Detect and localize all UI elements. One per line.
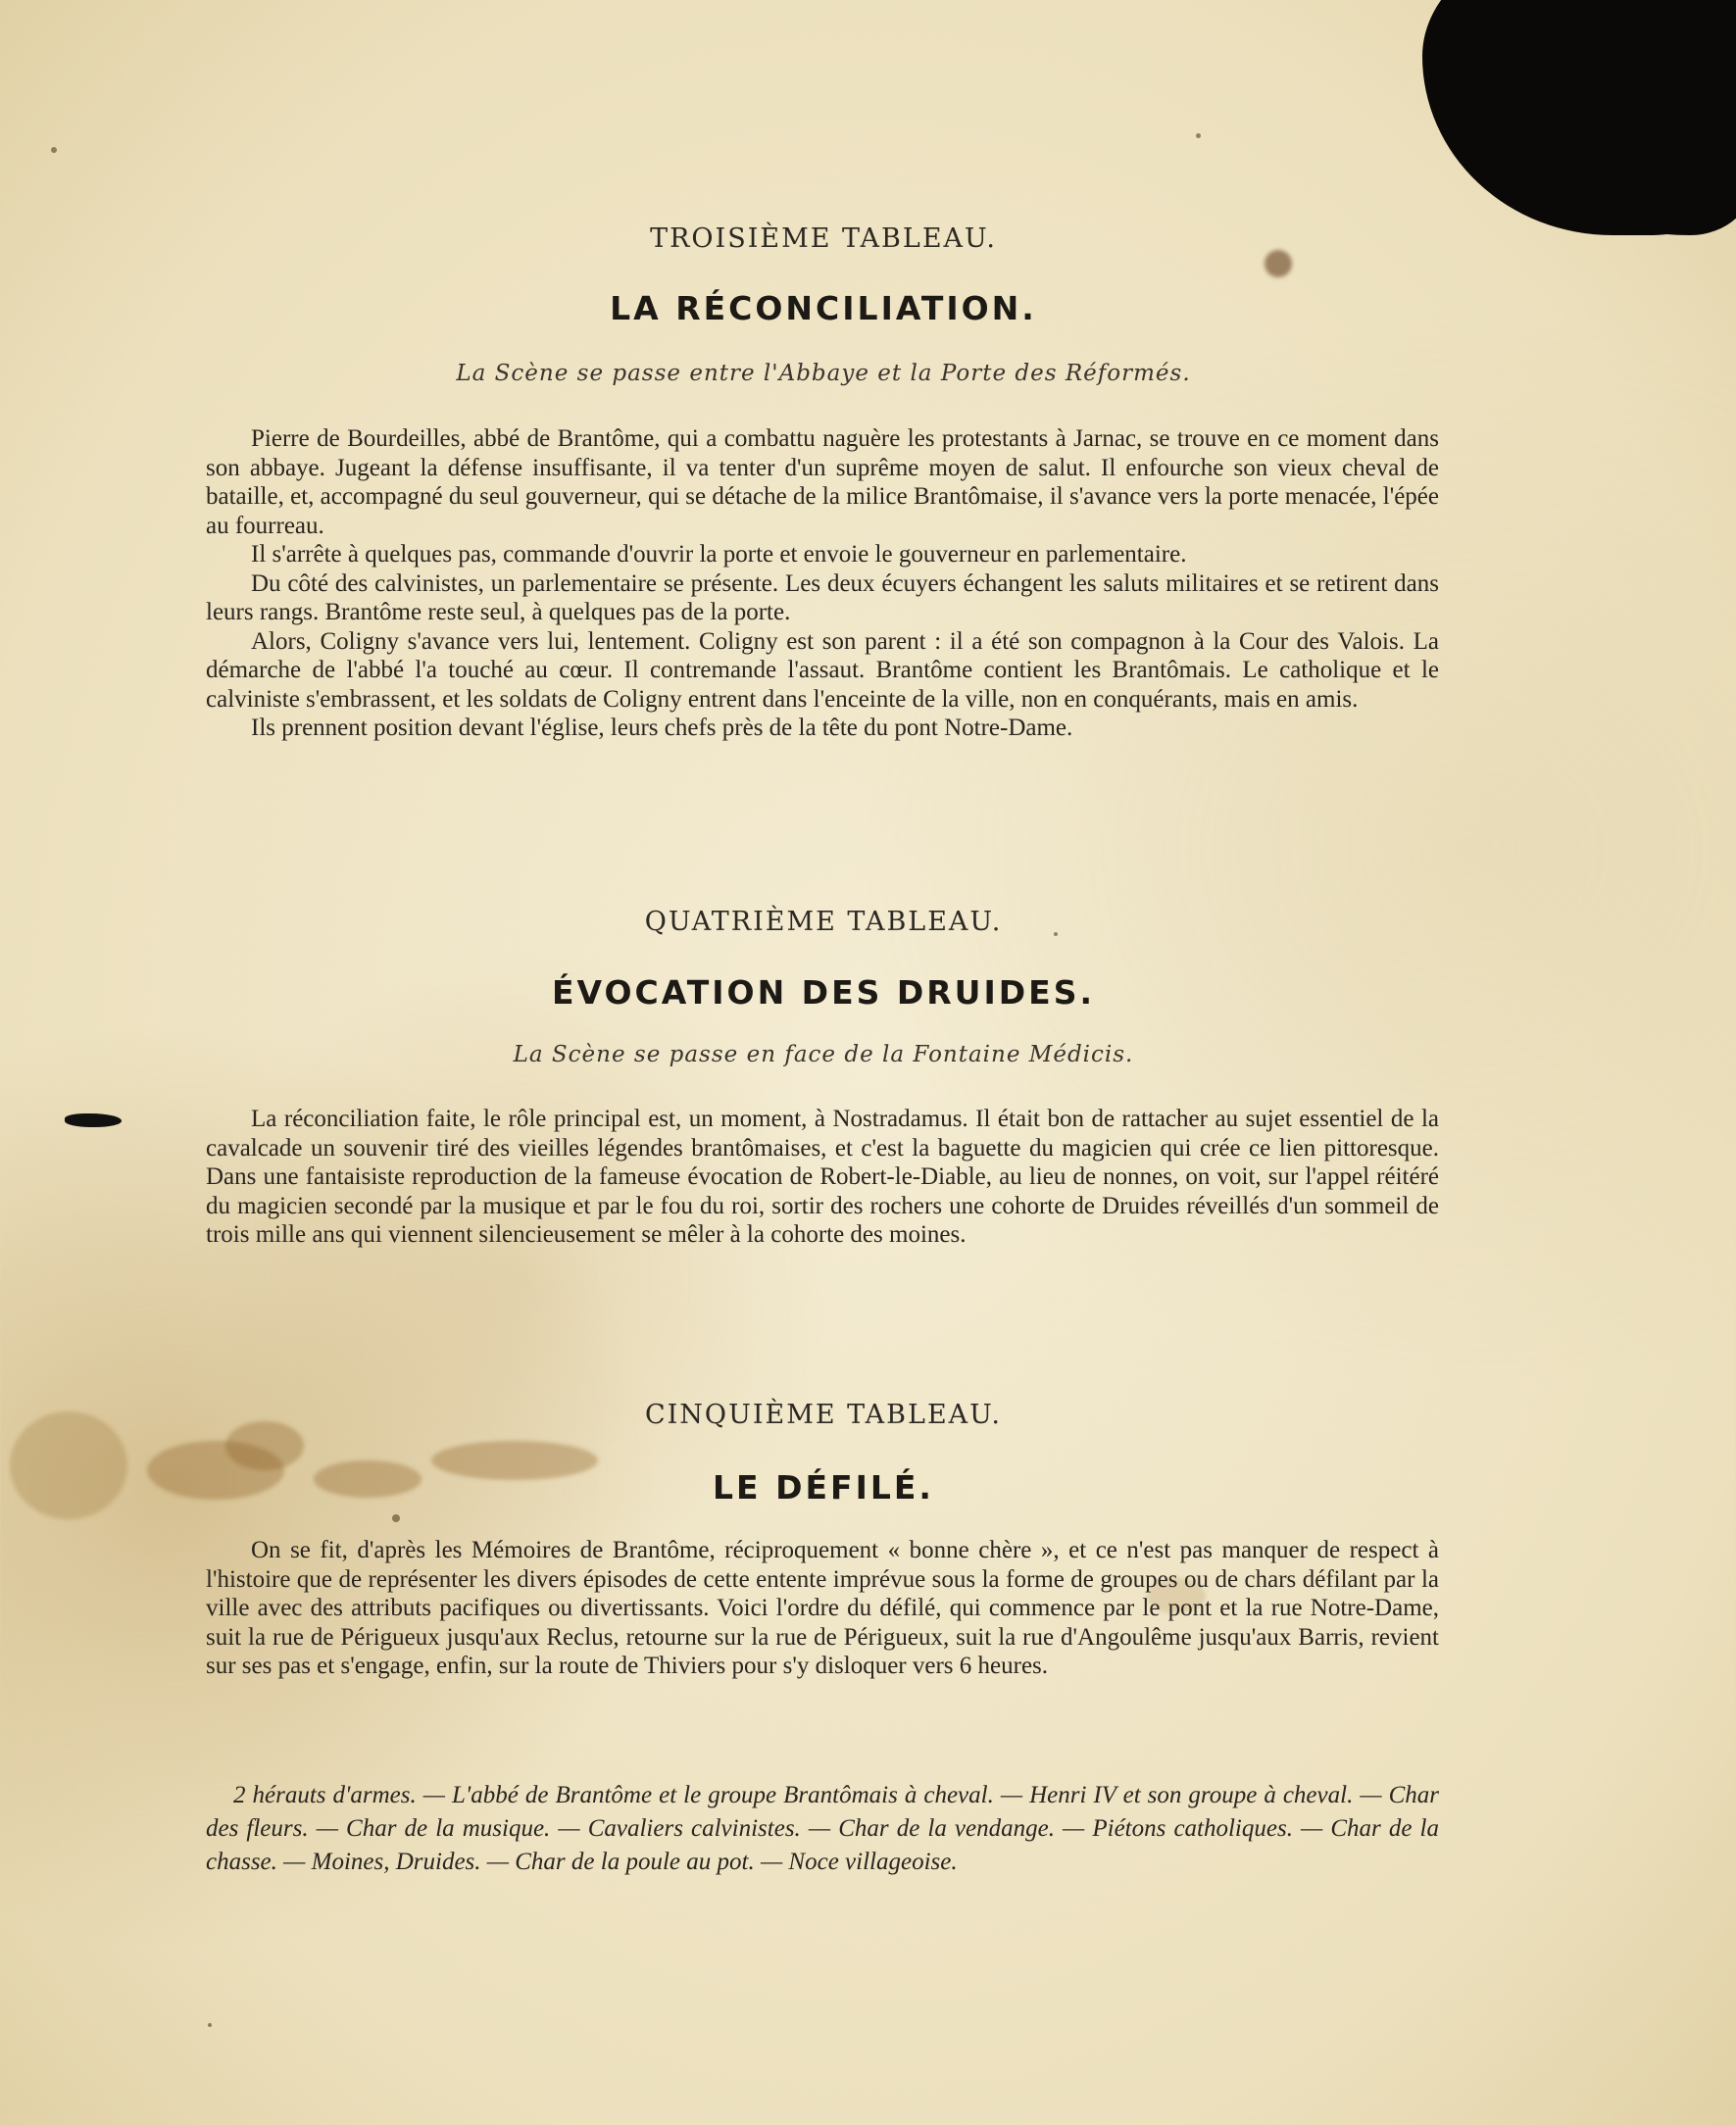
speck [392,1514,400,1522]
scene-caption: La Scène se passe entre l'Abbaye et la Porte des Réformés. [456,361,1191,386]
paragraph: Ils prennent position devant l'église, leurs chefs près de la tête du pont Notre-Dame. [251,715,1073,741]
section-label: QUATRIÈME TABLEAU. [644,907,1003,937]
section-title: ÉVOCATION DES DRUIDES. [551,973,1095,1012]
section-label: TROISIÈME TABLEAU. [650,223,997,254]
section-body [206,1536,1439,1681]
paragraph: Du côté des calvinistes, un parlementaire se présente. Les deux écuyers échangent les saluts militaires et se retirent dans leurs rangs. Brantôme reste seul, à quelques pas de la porte. [206,569,1439,625]
speck [1196,133,1201,138]
speck [51,147,57,153]
paragraph: La réconciliation faite, le rôle principal est, un moment, à Nostradamus. Il était bon de rattacher au sujet essentiel de la cavalcade un souvenir tiré des vieilles légendes brantômaises, et c'est la baguette du magicien qui crée ce lien pittoresque. Dans une fantaisiste reproduction de la fameuse évocation de Robert-le-Diable, au lieu de nonnes, on voit, sur l'appel réitéré du magicien secondé par la musique et par le fou du roi, sortir des rochers une cohorte de Druides réveillés d'un sommeil de trois mille ans qui viennent silencieusement se mêler à la cohorte des moines. [206,1106,1439,1248]
section-title: LE DÉFILÉ. [713,1468,934,1507]
paragraph: Alors, Coligny s'avance vers lui, lentement. Coligny est son parent : il a été son compagnon à la Cour des Valois. La démarche de l'abbé l'a touché au cœur. Il contremande l'assaut. Brantôme contient les Brantômais. Le catholique et le calviniste s'embrassent, et les soldats de Coligny entrent dans l'enceinte de la ville, non en conquérants, mais en amis. [206,627,1439,713]
paragraph: Pierre de Bourdeilles, abbé de Brantôme, qui a combattu naguère les protestants à Jarnac, se trouve en ce moment dans son abbaye. Jugeant la défense insuffisante, il va tenter d'un suprême moyen de salut. Il enfourche son vieux cheval de bataille, et, accompagné du seul gouverneur, qui se détache de la milice Brantômaise, il s'avance vers la porte menacée, l'épée au fourreau. [206,425,1439,539]
speck [208,2023,212,2027]
ink-blot [65,1113,122,1127]
section-body [206,1105,1439,1250]
procession-list: 2 hérauts d'armes. — L'abbé de Brantôme et le groupe Brantômais à cheval. — Henri IV et son groupe à cheval. — Char des fleurs. — Char de la musique. — Cavaliers calvinistes. — Char de la vendange. — Piétons catholiques. — Char de la chasse. — Moines, Druides. — Char de la poule au pot. — Noce villageoise. [206,1782,1439,1875]
paragraph: Il s'arrête à quelques pas, commande d'ouvrir la porte et envoie le gouverneur en parlementaire. [251,541,1187,568]
section-body [206,424,1439,743]
section-title: LA RÉCONCILIATION. [610,289,1037,327]
water-stain [1265,250,1292,277]
section-label: CINQUIÈME TABLEAU. [644,1400,1003,1430]
scene-caption: La Scène se passe en face de la Fontaine Médicis. [513,1042,1134,1067]
paragraph: On se fit, d'après les Mémoires de Brantôme, réciproquement « bonne chère », et ce n'est pas manquer de respect à l'histoire que de représenter les divers épisodes de cette entente imprévue sous la forme de groupes ou de chars défilant par la ville avec des attributs pacifiques ou divertissants. Voici l'ordre du défilé, qui commence par le pont et la rue Notre-Dame, suit la rue de Périgueux jusqu'aux Reclus, retourne sur la rue de Périgueux, suit la rue d'Angoulême jusqu'aux Barris, revient sur ses pas et s'engage, enfin, sur la route de Thiviers pour s'y disloquer vers 6 heures. [206,1537,1439,1679]
